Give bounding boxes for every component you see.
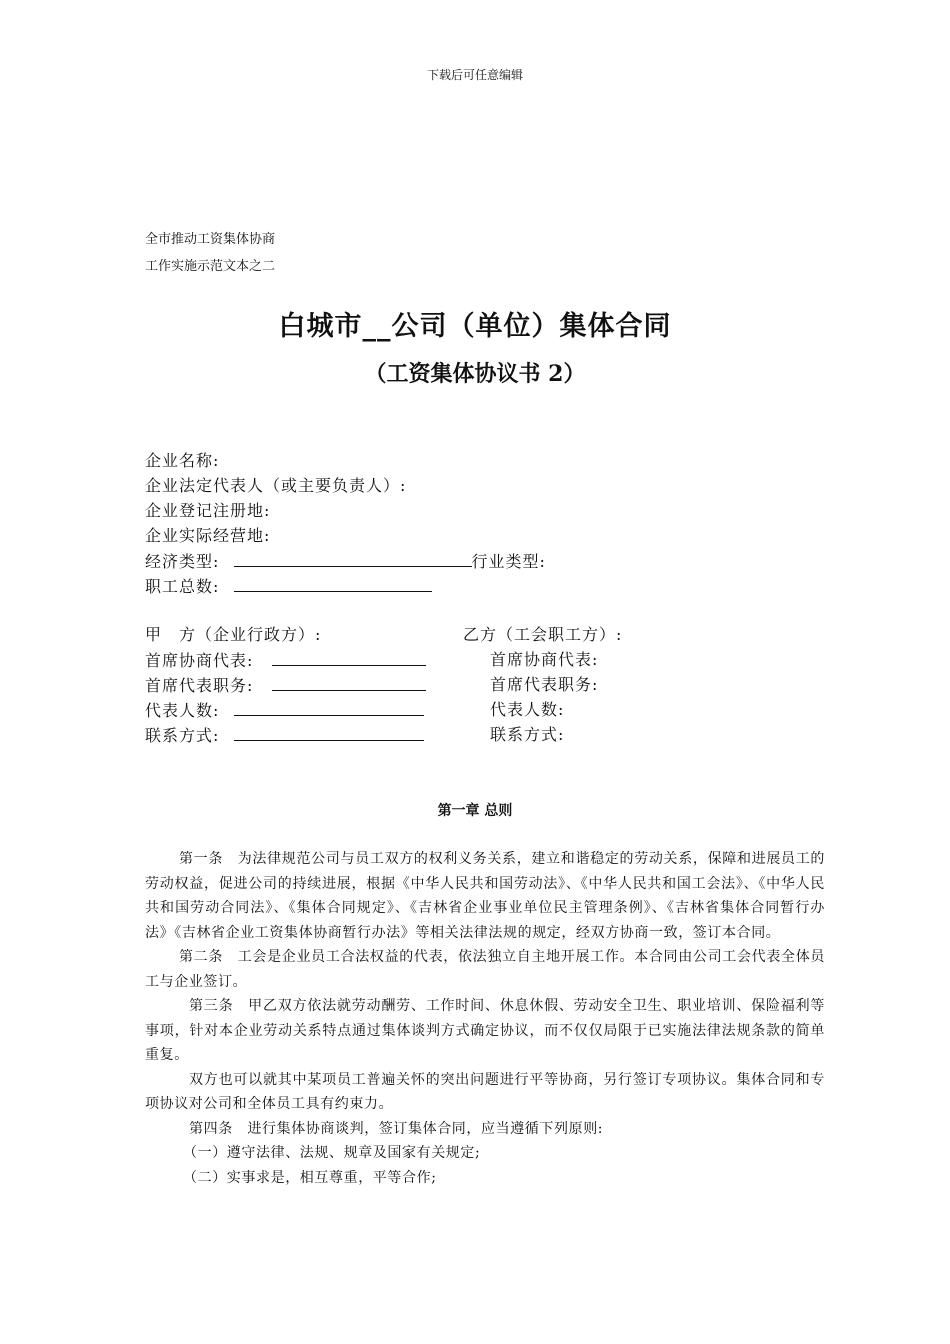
party-info [145, 622, 825, 747]
legal-rep-label: 企业法定代表人（或主要负责人）: [145, 476, 407, 495]
staff-total-label: 职工总数: [145, 577, 220, 596]
document-subtitle: （工资集体协议书 2） [364, 361, 586, 387]
party-b-contact-label: 联系方式: [490, 725, 565, 744]
party-a-chief-rep-title-label: 首席代表职务: [145, 676, 254, 695]
chief-rep-title-row [145, 672, 825, 697]
op-address-label: 企业实际经营地: [145, 526, 271, 545]
article-2-paragraph: 第二条 工会是企业员工合法权益的代表，依法独立自主地开展工作。本合同由公司工会代表全体员工与企业签订。 [145, 949, 825, 990]
intro-line-2: 工作实施示范文本之二 [145, 259, 276, 274]
company-name-label: 企业名称: [145, 451, 220, 470]
article-1-paragraph: 第一条 为法律规范公司与员工双方的权利义务关系，建立和谐稳定的劳动关系，保障和进展员工的劳动权益，促进公司的持续进展，根据《中华人民共和国劳动法》、《中华人民共和国工会法》、《中华人民共和国劳动合同法》、《集体合同规定》、《吉林省企业事业单位民主管理条例》、《吉林省集体合同暂行办法》《吉林省企业工资集体协商暂行办法》等相关法律法规的规定，经双方协商一致，签订本合同。 [145, 851, 825, 941]
article-3-paragraph: 第三条 甲乙双方依法就劳动酬劳、工作时间、休息休假、劳动安全卫生、职业培训、保险福利等事项，针对本企业劳动关系特点通过集体谈判方式确定协议，而不仅仅局限于已实施法律法规条款的简单重复。 [145, 998, 825, 1063]
party-a-rep-count-blank[interactable] [234, 697, 424, 716]
party-a-label: 甲 方（企业行政方）: [145, 625, 322, 644]
econ-type-label: 经济类型: [145, 552, 220, 571]
contract-body [145, 847, 825, 1190]
rep-count-row [145, 697, 825, 722]
reg-address-row [145, 498, 825, 523]
staff-total-blank[interactable] [234, 573, 432, 592]
intro-line-1: 全市推动工资集体协商 [145, 232, 276, 247]
staff-total-row [145, 573, 825, 598]
party-a-chief-rep-label: 首席协商代表: [145, 651, 254, 670]
legal-rep-row [145, 473, 825, 498]
party-a-rep-count-label: 代表人数: [145, 701, 220, 720]
article-4-paragraph: 第四条 进行集体协商谈判，签订集体合同，应当遵循下列原则: [189, 1120, 604, 1137]
party-a-contact-blank[interactable] [234, 722, 424, 741]
chief-rep-row [145, 647, 825, 672]
party-b-chief-rep-title-label: 首席代表职务: [490, 675, 599, 694]
industry-type-label: 行业类型: [471, 552, 546, 571]
contact-row [145, 722, 825, 747]
principle-2-item: （二）实事求是，相互尊重，平等合作; [183, 1169, 437, 1186]
reg-address-label: 企业登记注册地: [145, 501, 271, 520]
party-header-row [145, 622, 825, 647]
article-3-supplement-paragraph: 双方也可以就其中某项员工普遍关怀的突出问题进行平等协商，另行签订专项协议。集体合同和专项协议对公司和全体员工具有约束力。 [145, 1071, 825, 1112]
party-b-label: 乙方（工会职工方）: [463, 625, 623, 644]
document-title: 白城市__公司（单位）集体合同 [278, 311, 672, 342]
principle-1-item: （一）遵守法律、法规、规章及国家有关规定; [183, 1145, 481, 1161]
company-name-row [145, 448, 825, 473]
party-b-chief-rep-label: 首席协商代表: [490, 650, 599, 669]
econ-type-blank[interactable] [234, 548, 472, 567]
party-a-chief-rep-title-blank[interactable] [272, 672, 426, 691]
party-b-rep-count-label: 代表人数: [490, 700, 565, 719]
party-a-chief-rep-blank[interactable] [272, 647, 426, 666]
party-a-contact-label: 联系方式: [145, 726, 220, 745]
chapter-heading: 第一章 总则 [437, 803, 513, 819]
company-info-fields [145, 448, 825, 598]
op-address-row [145, 523, 825, 548]
econ-type-row [145, 548, 825, 573]
header-note: 下载后可任意编辑 [426, 68, 523, 82]
